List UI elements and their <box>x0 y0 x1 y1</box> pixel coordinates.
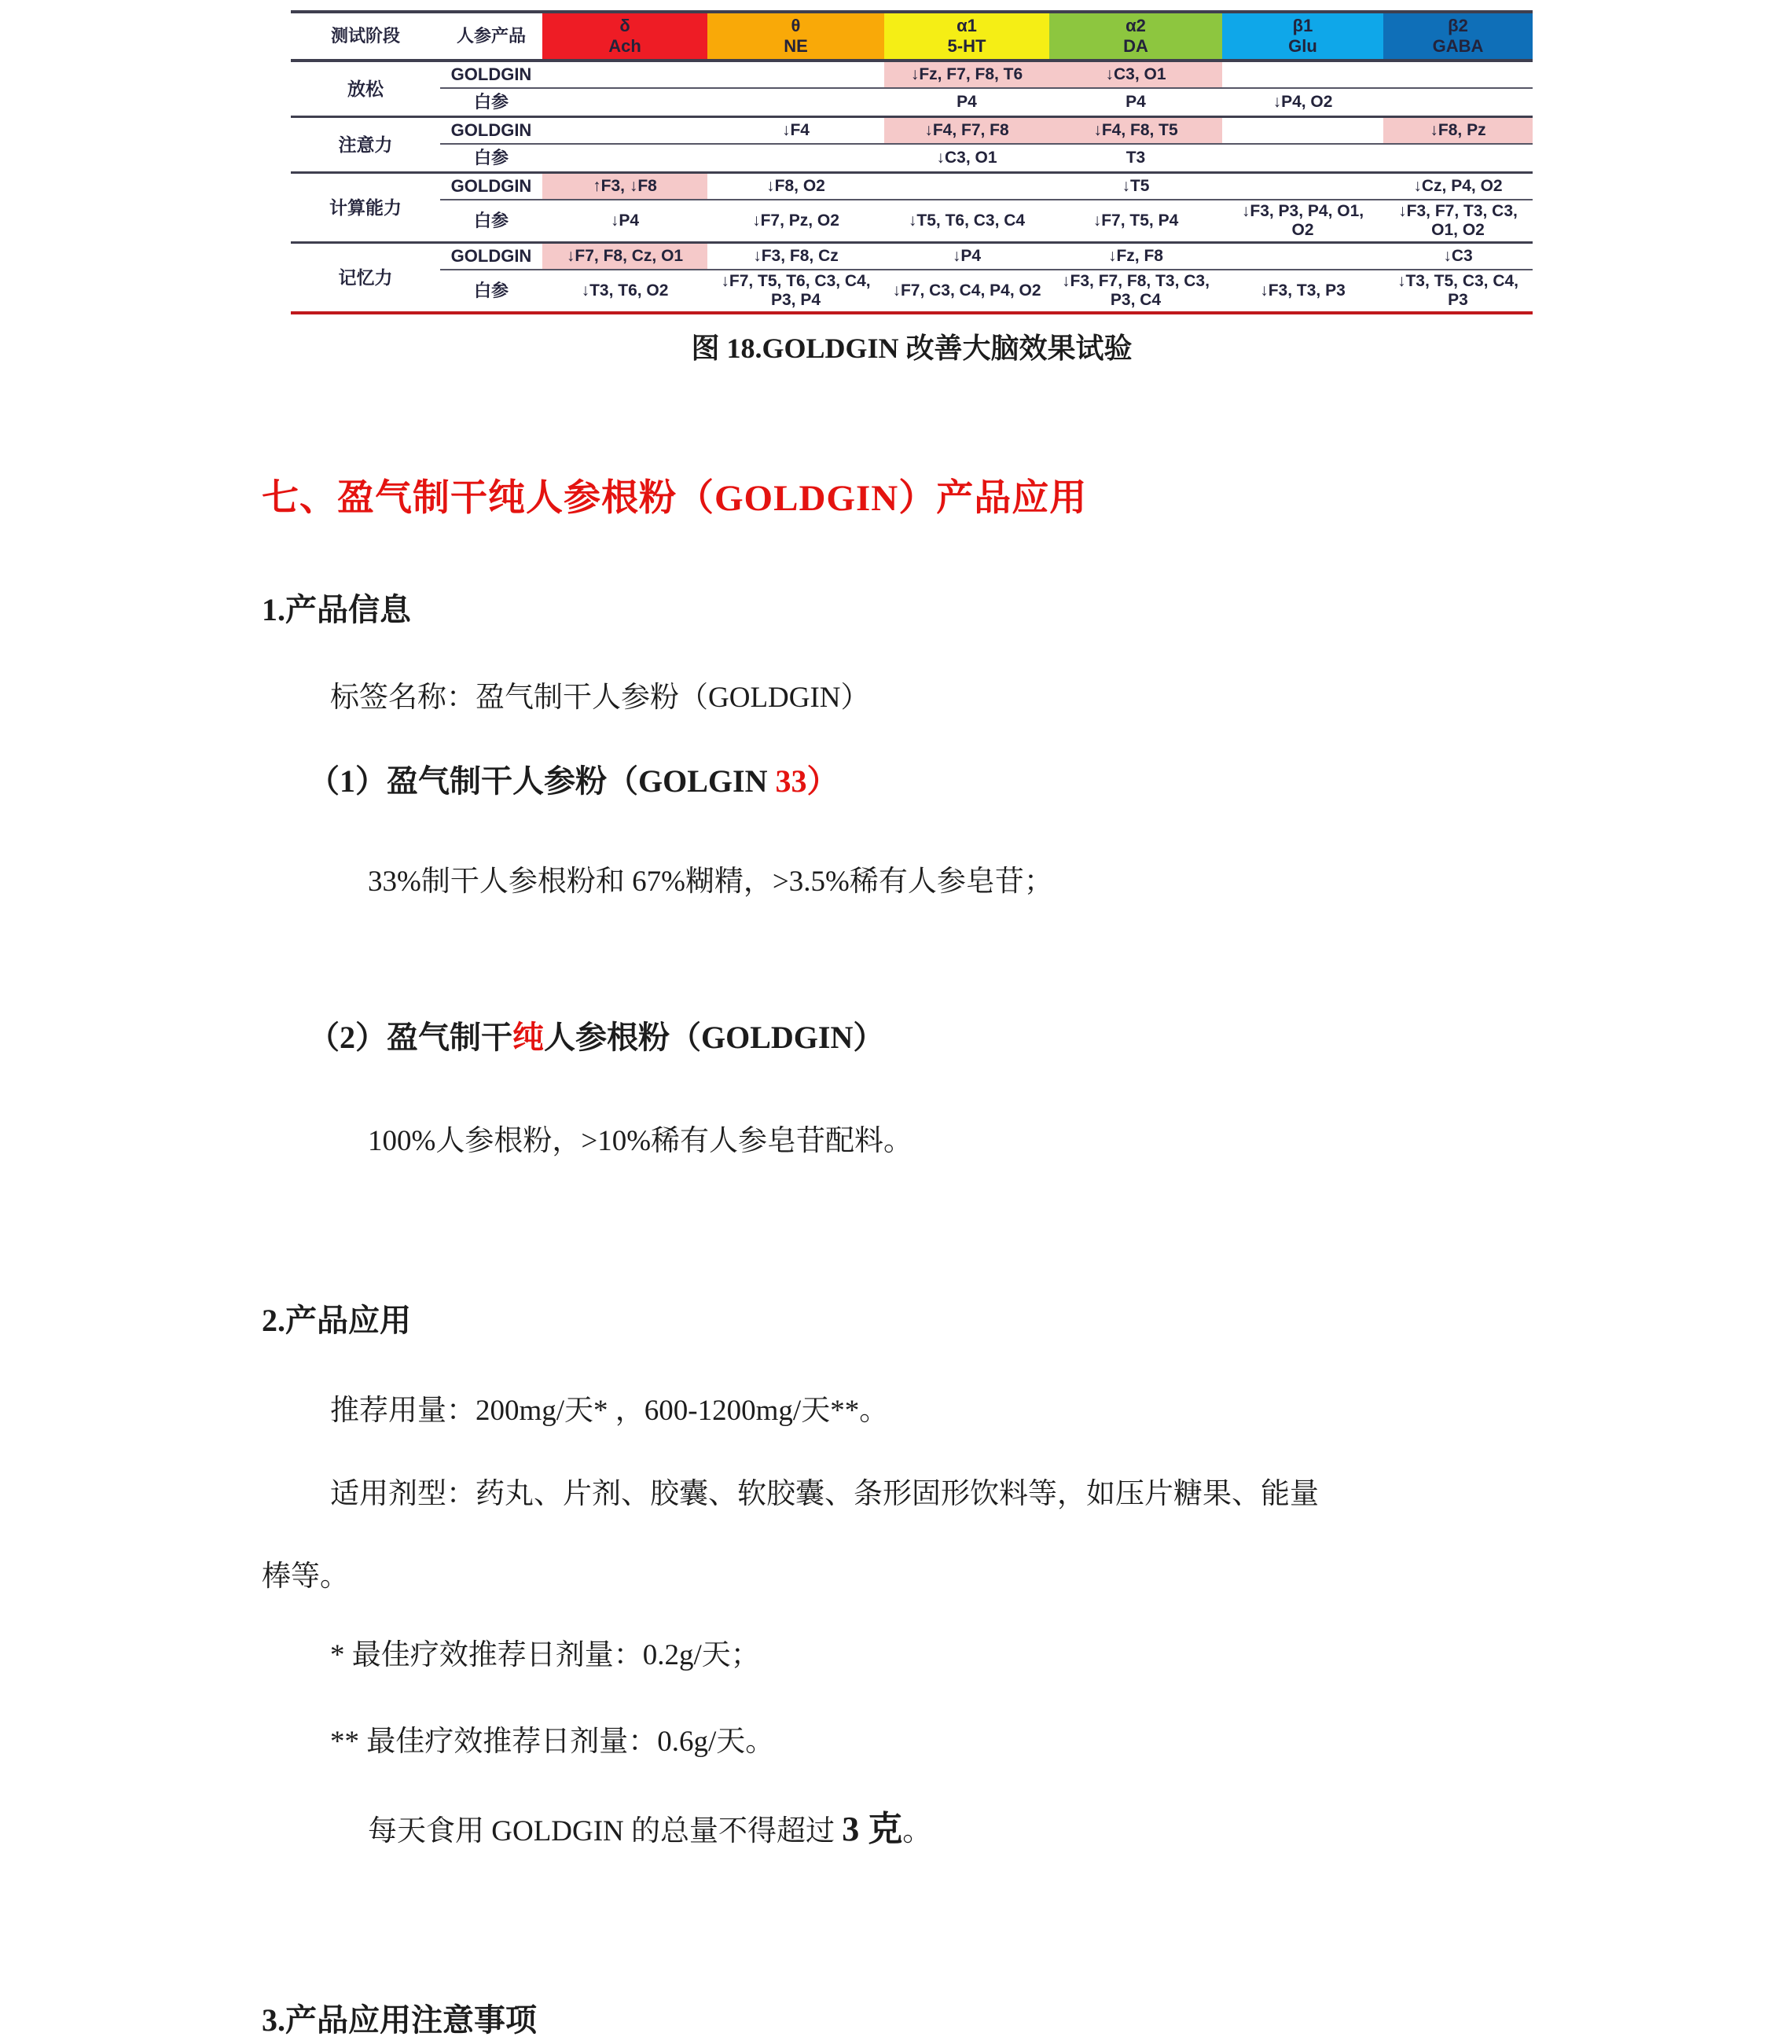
band-transmitter: GABA <box>1432 36 1484 56</box>
band-symbol: θ <box>791 16 801 35</box>
data-cell <box>707 89 884 116</box>
data-cell: ↓F8, O2 <box>707 174 884 200</box>
product-cell: GOLDGIN <box>440 174 542 200</box>
dosage-forms-line-2: 棒等。 <box>262 1561 349 1593</box>
data-cell: ↓F3, F7, T3, C3, O1, O2 <box>1398 202 1522 239</box>
data-cell: ↓P4 <box>884 244 1049 270</box>
data-cell: T3 <box>1126 149 1146 167</box>
data-cell: ↓Cz, P4, O2 <box>1383 174 1533 200</box>
dosage-line: 推荐用量：200mg/天* ，600-1200mg/天**。 <box>330 1395 889 1427</box>
band-header-delta-ach <box>542 13 707 59</box>
subsection-2-title: 2.产品应用 <box>262 1303 411 1338</box>
data-cell <box>1383 145 1533 171</box>
band-transmitter: 5-HT <box>947 36 986 56</box>
data-cell: ↓F7, F8, Cz, O1 <box>542 244 707 270</box>
band-symbol: δ <box>619 16 630 35</box>
data-cell: ↓F3, F7, F8, T3, C3, P3, C4 <box>1062 272 1214 309</box>
data-cell: ↓F7, Pz, O2 <box>752 211 839 230</box>
data-cell: ↓F7, T5, P4 <box>1092 211 1179 230</box>
band-transmitter: NE <box>784 36 808 56</box>
band-header-alpha1-5ht <box>884 13 1049 59</box>
data-cell <box>1222 244 1383 270</box>
data-cell: ↓F7, T5, T6, C3, C4, P3, P4 <box>721 272 876 309</box>
daily-limit-line <box>368 1800 931 1851</box>
data-cell <box>1222 145 1383 171</box>
header-stage: 测试阶段 <box>330 26 400 46</box>
product-cell: GOLDGIN <box>440 244 542 270</box>
limit-text-post: 。 <box>902 1815 932 1847</box>
product-cell: GOLDGIN <box>440 118 542 145</box>
data-cell: ↓C3, O1 <box>1049 62 1222 89</box>
subsection-1-title: 1.产品信息 <box>262 592 411 627</box>
data-cell: ↓Fz, F7, F8, T6 <box>884 62 1049 89</box>
table-group-memory <box>291 241 1533 311</box>
footnote-2: ** 最佳疗效推荐日剂量：0.6g/天。 <box>330 1726 775 1758</box>
data-cell: ↓F8, Pz <box>1383 118 1533 145</box>
variant-1-text: （1）盈气制干人参粉（GOLGIN <box>308 763 776 799</box>
variant-1-composition: 33%制干人参根粉和 67%糊精，>3.5%稀有人参皂苷； <box>368 866 1053 898</box>
variant-2-text-post: 人参根粉（GOLDGIN） <box>544 1020 885 1055</box>
data-cell <box>1222 118 1383 145</box>
data-cell: ↓T3, T6, O2 <box>581 281 669 300</box>
table-group-relax <box>291 62 1533 116</box>
variant-2-highlight: 纯 <box>512 1020 544 1055</box>
data-cell <box>884 174 1049 200</box>
table-group-calculation <box>291 171 1533 241</box>
eeg-effect-table <box>291 10 1533 314</box>
data-cell: ↑F3, ↓F8 <box>542 174 707 200</box>
product-cell: GOLDGIN <box>440 62 542 89</box>
data-cell <box>707 62 884 89</box>
band-transmitter: Glu <box>1288 36 1317 56</box>
section-heading: 七、盈气制干纯人参根粉（GOLDGIN）产品应用 <box>262 478 1088 519</box>
product-variant-2-line <box>308 1013 884 1057</box>
data-cell: ↓F4, F8, T5 <box>1049 118 1222 145</box>
product-cell: 白参 <box>473 281 509 300</box>
band-transmitter: Ach <box>608 36 641 56</box>
table-bottom-red-rule <box>291 311 1533 314</box>
footnote-1: * 最佳疗效推荐日剂量：0.2g/天； <box>330 1639 760 1671</box>
data-cell: ↓F3, P3, P4, O1, O2 <box>1241 202 1368 239</box>
band-symbol: α2 <box>1126 16 1146 35</box>
product-cell: 白参 <box>473 92 509 112</box>
data-cell <box>707 145 884 171</box>
band-header-alpha2-da <box>1049 13 1222 59</box>
label-name-line: 标签名称：盈气制干人参粉（GOLDGIN） <box>330 682 870 714</box>
data-cell: ↓F7, C3, C4, P4, O2 <box>892 281 1041 300</box>
data-cell: ↓C3, O1 <box>936 149 997 167</box>
band-header-beta2-gaba <box>1383 13 1533 59</box>
data-cell: ↓F4 <box>707 118 884 145</box>
band-symbol: β2 <box>1448 16 1468 35</box>
data-cell: ↓T3, T5, C3, C4, P3 <box>1397 272 1523 309</box>
band-header-theta-ne <box>707 13 884 59</box>
band-transmitter: DA <box>1123 36 1148 56</box>
data-cell: P4 <box>957 93 977 111</box>
limit-amount: 3 克 <box>842 1810 903 1848</box>
data-cell: ↓P4 <box>610 211 640 230</box>
product-cell: 白参 <box>473 148 509 167</box>
product-cell: 白参 <box>473 211 509 230</box>
limit-text-pre: 每天食用 GOLDGIN 的总量不得超过 <box>368 1815 843 1847</box>
data-cell: ↓Fz, F8 <box>1049 244 1222 270</box>
figure-caption: 图 18.GOLDGIN 改善大脑效果试验 <box>691 333 1133 364</box>
data-cell: ↓F3, F8, Cz <box>707 244 884 270</box>
data-cell <box>542 62 707 89</box>
header-product: 人参产品 <box>456 26 526 46</box>
band-symbol: α1 <box>957 16 977 35</box>
data-cell: ↓F4, F7, F8 <box>884 118 1049 145</box>
product-variant-1-line <box>308 756 838 801</box>
band-header-beta1-glu <box>1222 13 1383 59</box>
data-cell: ↓F3, T3, P3 <box>1260 281 1346 300</box>
dosage-forms-line-1: 适用剂型：药丸、片剂、胶囊、软胶囊、条形固形饮料等，如压片糖果、能量 <box>330 1478 1319 1510</box>
data-cell <box>542 118 707 145</box>
stage-cell: 计算能力 <box>329 197 402 218</box>
data-cell <box>1222 174 1383 200</box>
stage-cell: 记忆力 <box>338 267 393 288</box>
stage-cell: 注意力 <box>338 134 393 155</box>
data-cell <box>1383 62 1533 89</box>
table-header-row <box>291 13 1533 62</box>
subsection-3-title: 3.产品应用注意事项 <box>262 2002 537 2038</box>
variant-2-text-pre: （2）盈气制干 <box>308 1020 512 1055</box>
data-cell <box>542 145 707 171</box>
data-cell: ↓T5 <box>1049 174 1222 200</box>
data-cell: ↓P4, O2 <box>1272 93 1333 111</box>
data-cell: P4 <box>1126 93 1146 111</box>
band-symbol: β1 <box>1292 16 1313 35</box>
data-cell <box>542 89 707 116</box>
data-cell <box>1222 62 1383 89</box>
table-group-attention <box>291 116 1533 171</box>
data-cell: ↓C3 <box>1383 244 1533 270</box>
stage-cell: 放松 <box>347 79 384 99</box>
variant-1-highlight: 33） <box>775 763 839 799</box>
data-cell <box>1383 89 1533 116</box>
data-cell: ↓T5, T6, C3, C4 <box>908 211 1026 230</box>
variant-2-composition: 100%人参根粉，>10%稀有人参皂苷配料。 <box>368 1125 913 1157</box>
